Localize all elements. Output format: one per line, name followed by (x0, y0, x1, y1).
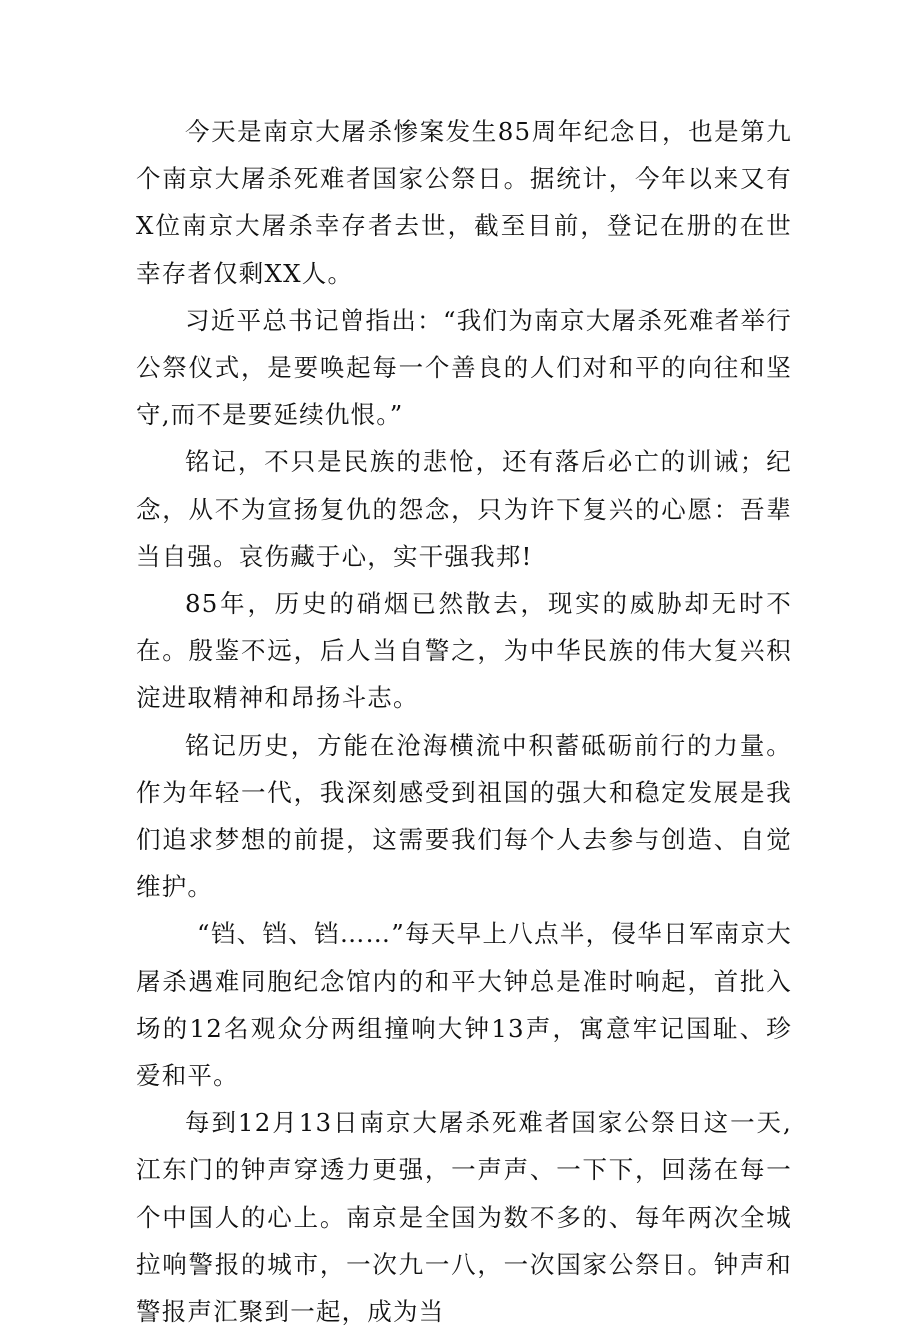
paragraph-history-strength: 铭记历史，方能在沧海横流中积蓄砥砺前行的力量。作为年轻一代，我深刻感受到祖国的强大和稳定发展是我们追求梦想的前提，这需要我们每个人去参与创造、自觉维护。 (136, 730, 792, 902)
paragraph-peace-bell: “铛、铛、铛……”每天早上八点半，侵华日军南京大屠杀遇难同胞纪念馆内的和平大钟总是准时响起，首批入场的12名观众分两组撞响大钟13声，寓意牢记国耻、珍爱和平。 (136, 919, 792, 1091)
paragraph-85-years: 85年，历史的硝烟已然散去，现实的威胁却无时不在。殷鉴不远，后人当自警之，为中华民族的伟大复兴积淀进取精神和昂扬斗志。 (136, 589, 792, 713)
paragraph-memorial-day: 每到12月13日南京大屠杀死难者国家公祭日这一天,江东门的钟声穿透力更强，一声声、一下下，回荡在每一个中国人的心上。南京是全国为数不多的、每年两次全城拉响警报的城市，一次九一八，一次国家公祭日。钟声和警报声汇聚到一起，成为当 (136, 1108, 792, 1327)
document-body (136, 108, 792, 1335)
paragraph-remembrance: 铭记，不只是民族的悲怆，还有落后必亡的训诫；纪念，从不为宣扬复仇的怨念，只为许下复兴的心愿：吾辈当自强。哀伤藏于心，实干强我邦! (136, 447, 792, 571)
paragraph-anniversary: 今天是南京大屠杀惨案发生85周年纪念日，也是第九个南京大屠杀死难者国家公祭日。据统计，今年以来又有X位南京大屠杀幸存者去世，截至目前，登记在册的在世幸存者仅剩XX人。 (136, 117, 792, 288)
paragraph-xi-quote: 习近平总书记曾指出：“我们为南京大屠杀死难者举行公祭仪式，是要唤起每一个善良的人们对和平的向往和坚守,而不是要延续仇恨。” (136, 305, 792, 430)
